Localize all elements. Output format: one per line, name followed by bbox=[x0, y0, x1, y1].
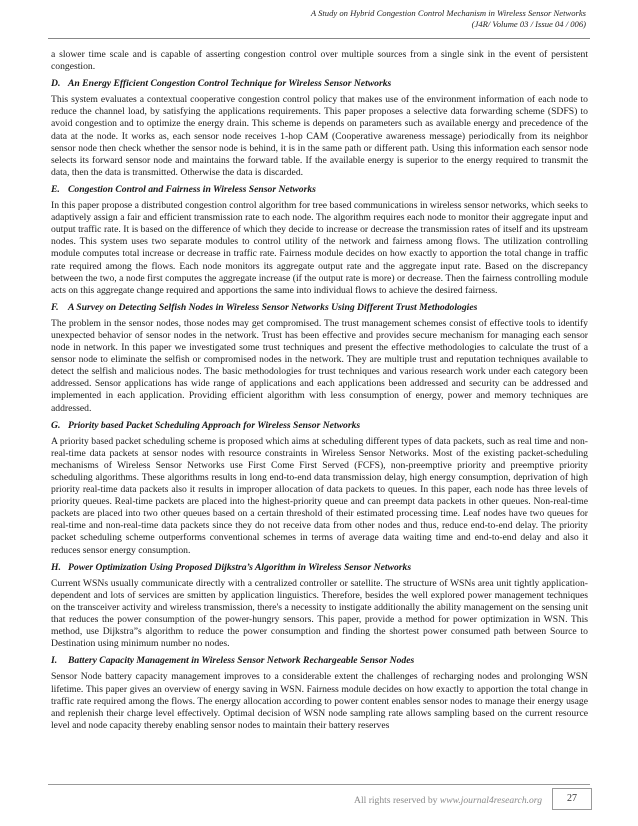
running-header bbox=[311, 8, 586, 30]
section-paragraph: In this paper propose a distributed congestion control algorithm for tree based communications in wireless sensor networks, which seeks to adaptively assign a fair and efficient transmission rate to each node. The algorithm requires each node to monitor their aggregate input and output traffic rate. It is based on the difference of which they decide to increase or decrease the transmission rates of itself and its upstream nodes. This system uses two separate modules to control utility of the network and fairness among flows. The utilization controlling module computes total increase or decrease in traffic rate. Fairness module decides on how exactly to apportion the total change in traffic rate required among the flows. Each node monitors its aggregate output rate and the aggregate input rate. Based on the discrepancy between the two, a node first computes the aggregate increase (if the output rate is more) or decrease. Then the fairness controlling module acts on this aggregate change required and apportions the same into individual flows to achieve the desired fairness. bbox=[51, 200, 588, 296]
section-paragraph: The problem in the sensor nodes, those nodes may get compromised. The trust management schemes consist of effective tools to identify unexpected behavior of sensor nodes in the network. Trust has been effective and provides secure mechanism for managing each sensor node in network. In this paper we investigated some trust techniques and present the effective methodologies to calculate the trust of a sensor node to eliminate the selfish or compromised nodes in the network. They are multiple trust and reputation techniques available to detect the selfish and malicious nodes. The basic methodologies for trust techniques and various research work under each category been addressed. Sensor applications has wide range of applications and each applications been addressed and security can be addressed and implemented in each application. Providing efficient algorithm with less consumption of energy, power and memory techniques are addressed. bbox=[51, 317, 588, 414]
section-i bbox=[51, 655, 588, 732]
intro-paragraph: a slower time scale and is capable of asserting congestion control over multiple sources from a single sink in the event of persistent congestion. bbox=[51, 49, 588, 73]
section-title: A Survey on Detecting Selfish Nodes in Wireless Sensor Networks Using Different Trust Methodologies bbox=[68, 301, 478, 313]
section-letter: I. bbox=[51, 655, 58, 667]
section-g bbox=[51, 420, 588, 557]
section-heading bbox=[51, 302, 588, 314]
section-title: Battery Capacity Management in Wireless Sensor Network Rechargeable Sensor Nodes bbox=[68, 655, 415, 667]
section-heading bbox=[51, 184, 588, 196]
section-e bbox=[51, 184, 588, 297]
section-letter: F. bbox=[51, 301, 59, 313]
header-issue: (J4R/ Volume 03 / Issue 04 / 006) bbox=[471, 19, 586, 29]
header-title: A Study on Hybrid Congestion Control Mechanism in Wireless Sensor Networks bbox=[310, 8, 586, 18]
section-heading bbox=[51, 78, 588, 90]
footer-rights-text: All rights reserved by bbox=[354, 795, 440, 806]
section-paragraph: Current WSNs usually communicate directly with a centralized controller or satellite. The structure of WSNs area unit tightly application-dependent and lots of services are smitten by application linguistics. Therefore, besides the well explored power management techniques on the transceiver activity and wireless transmission, there's a necessity to instigate additionally the ability management on the sensing unit that reduces the power consumption of the power-hungry sensors. This paper, provide a method for power optimization in WSN. This method, use Dijkstra”s algorithm to reduce the power consumption and finding the shortest power consumed path between Source to Destination using minimum number no nodes. bbox=[51, 577, 588, 650]
section-paragraph: Sensor Node battery capacity management improves to a considerable extent the challenges of recharging nodes and prolonging WSN lifetime. This paper gives an overview of energy saving in WSN. Fairness module decides on how exactly to apportion the total change in traffic rate required among the flows. The energy allocation according to power content enables sensor nodes to manage their energy usage and replenish their charge level effectively. Optimal decision of WSN node sampling rate allows sampling based on the current resource level and node capacity thereby enabling sensor nodes to maintain their battery reserves bbox=[51, 671, 588, 731]
section-title: Congestion Control and Fairness in Wireless Sensor Networks bbox=[68, 183, 316, 195]
section-letter: H. bbox=[51, 561, 61, 573]
section-heading bbox=[51, 420, 588, 432]
section-f bbox=[51, 302, 588, 415]
section-title: Priority based Packet Scheduling Approach for Wireless Sensor Networks bbox=[68, 419, 361, 431]
footer-rights bbox=[354, 795, 542, 806]
footer-rule bbox=[48, 784, 590, 785]
page-content bbox=[51, 49, 588, 732]
section-heading bbox=[51, 655, 588, 667]
section-paragraph: This system evaluates a contextual cooperative congestion control policy that makes use of the environment information of each node to reduce the channel load, by satisfying the applications requirements. This paper proposes a selective data forwarding scheme (SDFS) to avoid congestion and to optimize the energy drain. This scheme is depends on parameters such as available energy and precedence of the data at the node. It works as, each sensor node receives 1-hop CAM (Cooperative awareness message) periodically from its neighbor sensor node then check whether the sensor node is behind, it is in the same path or different path. Using this information each sensor node selects its forward sensor node and maintains the forward table. If the available energy is superior to the energy required to transmit the data, then the data is transmitted. Otherwise the data is discarded. bbox=[51, 94, 588, 178]
footer-site-link[interactable]: www.journal4research.org bbox=[439, 795, 542, 806]
section-letter: E. bbox=[51, 183, 60, 195]
header-rule bbox=[48, 38, 590, 39]
section-title: An Energy Efficient Congestion Control Technique for Wireless Sensor Networks bbox=[68, 78, 392, 90]
section-h bbox=[51, 562, 588, 651]
section-title: Power Optimization Using Proposed Dijkstra’s Algorithm in Wireless Sensor Networks bbox=[68, 561, 412, 573]
page-number: 27 bbox=[552, 788, 592, 810]
section-paragraph: A priority based packet scheduling scheme is proposed which aims at scheduling different types of data packets, such as real time and non-real-time data packets at sensor nodes with resource constraints in Wireless Sensor Networks. Most of the existing packet-scheduling mechanisms of Wireless Sensor Networks use First Come First Served (FCFS), non-preemptive priority and preemptive priority scheduling algorithms. These algorithms results in long end-to-end data transmission delay, high energy consumption, deprivation of high priority real-time data packets also it results in improper allocation of data packets to queues. In this paper, each node has three levels of priority queues. Real-time packets are placed into the highest-priority queue and can preempt data packets in other queues. Non-real-time packets are placed into two other queues based on a certain threshold of their estimated processing time. Leaf nodes have two queues for real-time and non-real-time data packets since they do not receive data from other nodes and thus, reduce end-to-end delay. The priority packet scheduling scheme outperforms conventional schemes in terms of average data waiting time and end-to-end delay and also it reduces sensor energy consumption. bbox=[51, 435, 588, 556]
section-letter: G. bbox=[51, 419, 61, 431]
section-letter: D. bbox=[51, 78, 61, 90]
section-d bbox=[51, 78, 588, 179]
section-heading bbox=[51, 562, 588, 574]
